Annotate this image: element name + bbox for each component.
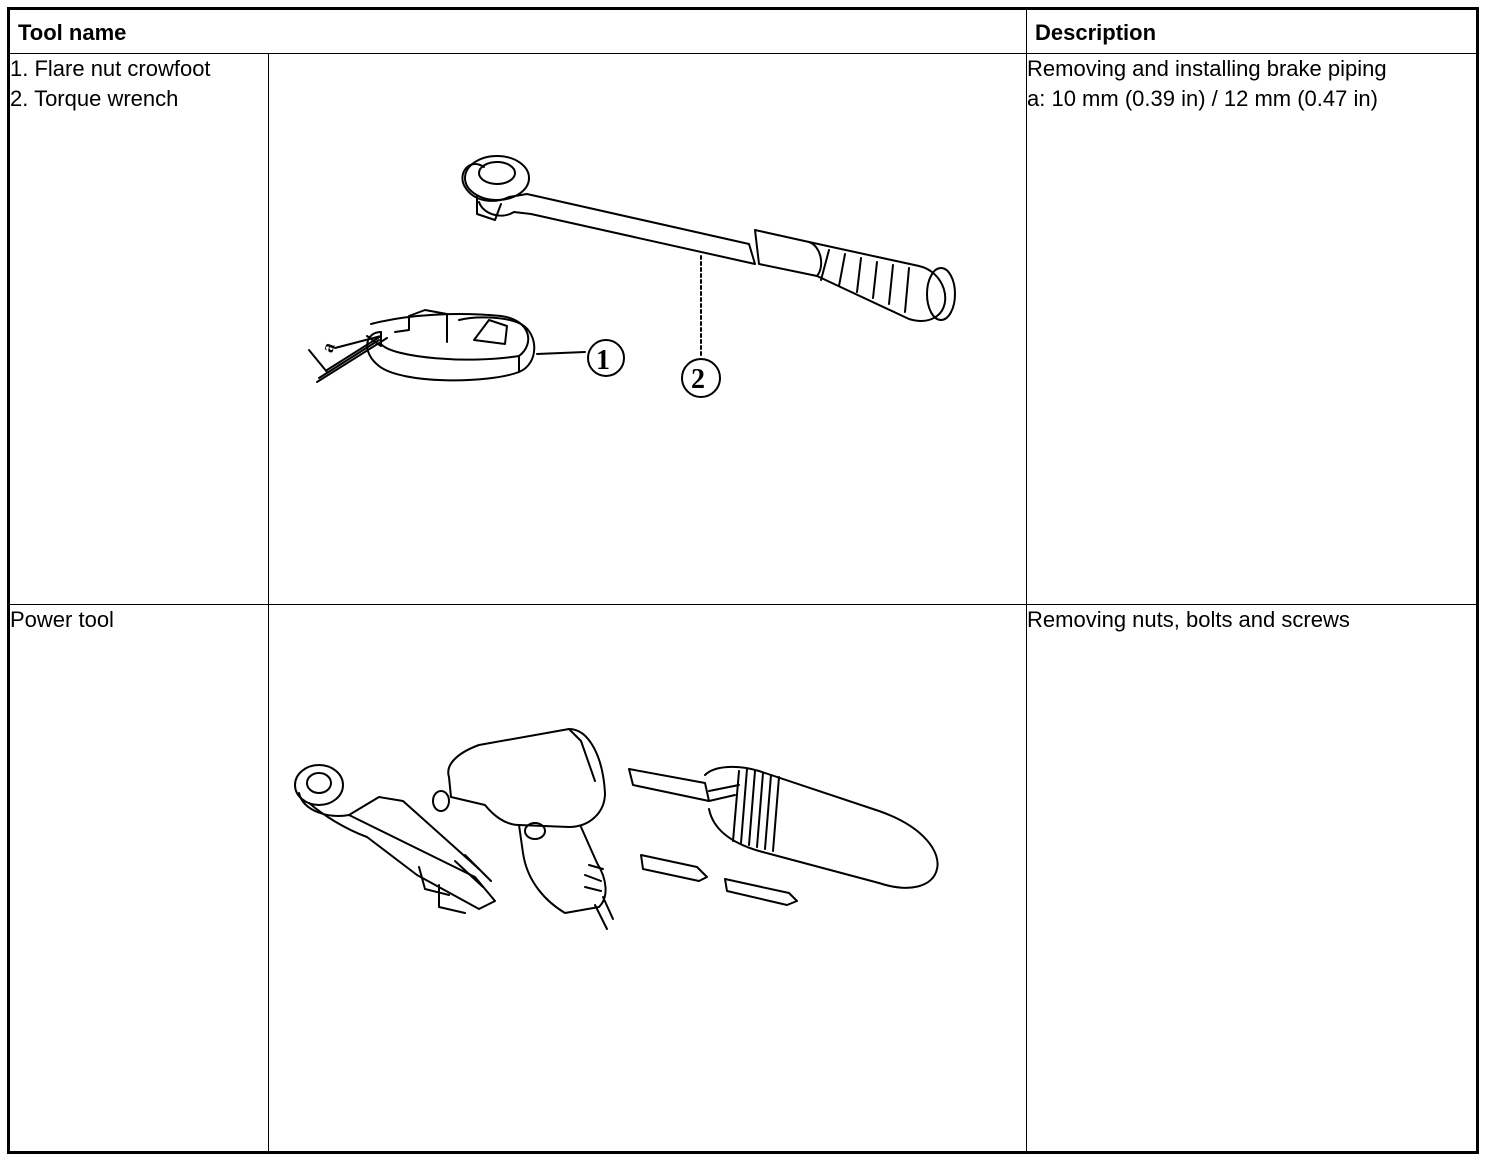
- header-tool-name: Tool name: [9, 9, 1027, 54]
- tool-name-line: Power tool: [10, 607, 114, 632]
- tool-name-line: 1. Flare nut crowfoot: [10, 56, 211, 81]
- power-tools-illustration: [269, 605, 1027, 1153]
- dimension-label: a: [316, 339, 339, 355]
- screwdriver-bits-drawing: [641, 855, 797, 905]
- air-ratchet-drawing: [295, 765, 495, 913]
- callout-1-label: 1: [596, 345, 610, 376]
- header-description: Description: [1027, 9, 1478, 54]
- special-tools-table: [7, 7, 1479, 1154]
- illustration-cell: [269, 54, 1027, 605]
- illustration-cell: [269, 605, 1027, 1153]
- torque-wrench-drawing: [462, 156, 955, 358]
- tool-name-line: 2. Torque wrench: [10, 86, 179, 111]
- callout-1: [537, 340, 624, 376]
- table-row: [9, 54, 1478, 605]
- tool-name-cell: [9, 54, 269, 605]
- description-cell: [1027, 54, 1478, 605]
- tool-name-cell: [9, 605, 269, 1153]
- description-line: a: 10 mm (0.39 in) / 12 mm (0.47 in): [1027, 86, 1378, 111]
- callout-2-label: 2: [691, 364, 705, 395]
- description-line: Removing nuts, bolts and screws: [1027, 607, 1350, 632]
- description-line: Removing and installing brake piping: [1027, 56, 1387, 81]
- description-cell: [1027, 605, 1478, 1153]
- callout-2: [682, 359, 720, 397]
- header-row: [9, 9, 1478, 54]
- crowfoot-torque-wrench-illustration: [269, 54, 1027, 605]
- table-row: [9, 605, 1478, 1153]
- air-screwdriver-drawing: [629, 767, 938, 888]
- flare-nut-crowfoot-drawing: [309, 310, 534, 382]
